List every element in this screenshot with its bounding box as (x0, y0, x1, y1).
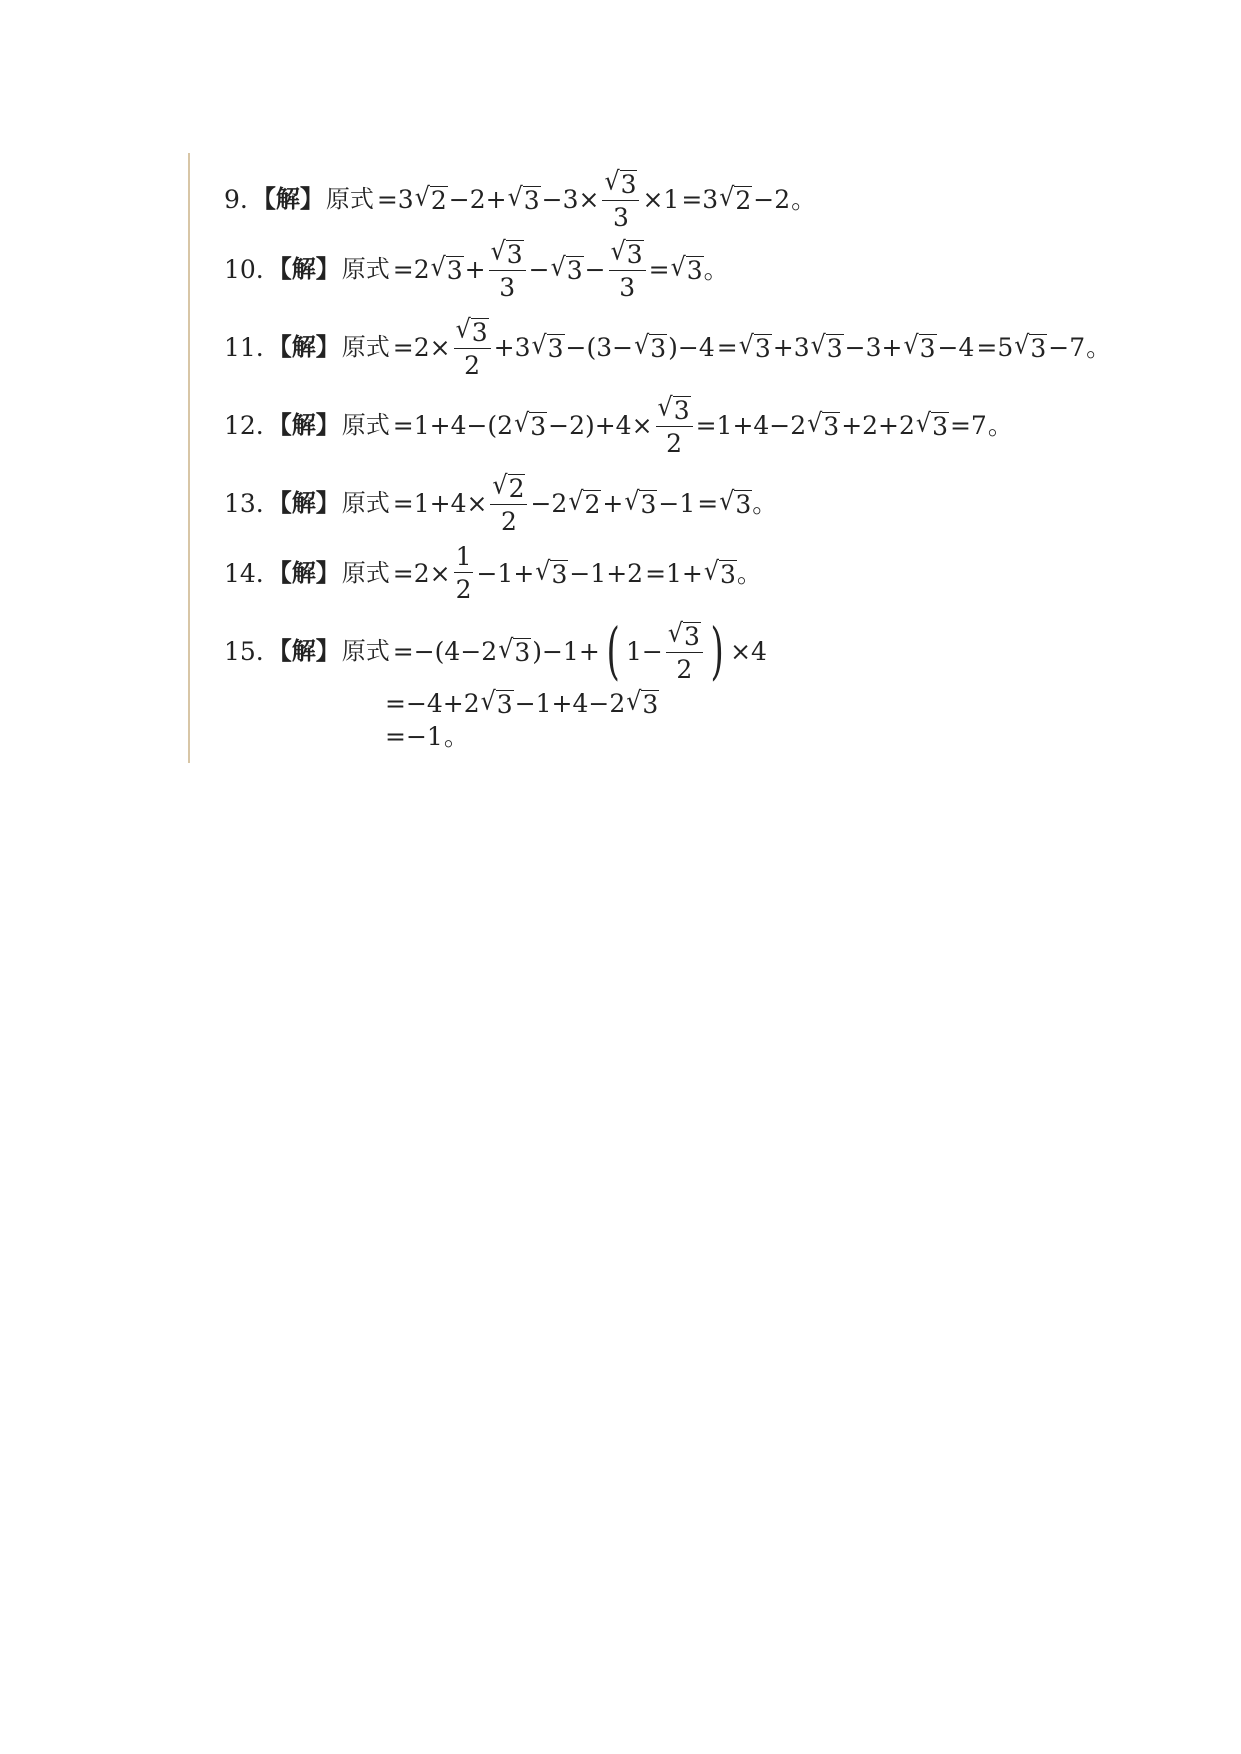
lead-text: 原式 (341, 637, 390, 665)
radical-sign: √ (604, 165, 620, 196)
radical-sign: √ (915, 407, 932, 438)
radicand: 3 (514, 637, 531, 667)
expr-text: −2)+4× (548, 410, 653, 440)
period-mark: 。 (1086, 332, 1112, 362)
sqrt-term (498, 633, 531, 667)
problem-number: 11. (224, 332, 264, 362)
sqrt-term (703, 555, 737, 589)
sqrt-term (634, 329, 667, 363)
radical-sign: √ (480, 685, 496, 716)
radical-sign: √ (624, 485, 640, 516)
radical-sign: √ (626, 685, 642, 716)
answer-tag: 【解】 (267, 637, 340, 665)
denominator: 2 (676, 655, 693, 684)
radical-sign: √ (492, 469, 508, 500)
period-mark: 。 (987, 410, 1013, 440)
fraction (666, 617, 703, 684)
numerator (489, 235, 526, 271)
radicand: 3 (626, 240, 643, 269)
radicand: 3 (496, 690, 513, 719)
fraction (454, 544, 474, 602)
expr-text: +2+2 (841, 410, 915, 440)
denominator: 3 (619, 273, 636, 302)
expr-text: )−4 (668, 332, 715, 362)
numerator (656, 391, 693, 427)
radicand: 3 (823, 411, 840, 441)
expr-text: + (464, 254, 486, 284)
expr-text: =3 (376, 184, 414, 214)
sqrt-term (719, 485, 752, 519)
answer-tag: 【解】 (267, 411, 340, 439)
solution-9 (224, 165, 817, 232)
expr-text: −4 (937, 332, 975, 362)
answer-tag: 【解】 (267, 255, 340, 283)
right-paren: ) (710, 614, 724, 687)
sqrt-term (480, 685, 514, 719)
problem-number: 9. (224, 184, 248, 214)
numerator (454, 313, 491, 349)
radical-sign: √ (514, 407, 530, 438)
expr-text: −7 (1048, 332, 1086, 362)
expr-text: =−4+2 (385, 689, 480, 718)
left-paren: ( (606, 614, 620, 687)
expr-text: − (584, 254, 606, 284)
problem-number: 13. (224, 488, 264, 518)
radical-sign: √ (550, 251, 566, 282)
lead-text: 原式 (341, 559, 390, 587)
radical-sign: √ (490, 235, 506, 266)
expr-text: −1+2 (569, 558, 644, 588)
numerator (609, 235, 646, 271)
radical-sign: √ (414, 181, 430, 212)
expr-text: )−1+ (532, 636, 600, 666)
solution-12 (224, 391, 1013, 458)
expr-text: −(3− (565, 332, 634, 362)
expr-text: 1− (626, 636, 663, 666)
expr-text: ×4 (730, 636, 767, 666)
expr-text: =1+4−2 (695, 410, 807, 440)
radical-sign: √ (738, 329, 754, 360)
expr-text: =2× (392, 558, 451, 588)
margin-rule (188, 153, 190, 763)
expr-text: −1+ (476, 558, 535, 588)
sqrt-term (414, 181, 448, 215)
expr-text: −1 (658, 488, 696, 518)
radicand: 3 (754, 333, 771, 363)
sqrt-term (490, 235, 524, 269)
period-mark: 。 (443, 722, 469, 751)
sqrt-term (903, 329, 936, 363)
solution-15-line-3 (384, 724, 469, 749)
radical-sign: √ (634, 329, 650, 360)
fraction (489, 235, 526, 302)
answer-tag: 【解】 (267, 559, 340, 587)
answer-tag: 【解】 (267, 489, 340, 517)
answer-tag: 【解】 (251, 185, 324, 213)
radical-sign: √ (507, 181, 523, 212)
period-mark: 。 (791, 184, 817, 214)
denominator: 2 (500, 507, 517, 536)
radicand: 3 (530, 411, 547, 441)
radical-sign: √ (498, 633, 514, 664)
radicand: 3 (720, 559, 736, 589)
answer-tag: 【解】 (267, 333, 340, 361)
denominator: 3 (613, 203, 629, 232)
radicand: 3 (673, 396, 690, 425)
radicand: 3 (642, 690, 659, 719)
period-mark: 。 (752, 488, 778, 518)
expr-text: =2 (392, 254, 430, 284)
sqrt-term (667, 617, 701, 651)
sqrt-term (1014, 329, 1047, 363)
denominator: 2 (464, 351, 481, 380)
radicand: 3 (523, 185, 540, 215)
expr-text: =−1 (385, 722, 443, 751)
radicand: 3 (826, 333, 843, 363)
denominator: 2 (666, 429, 683, 458)
fraction (454, 313, 491, 380)
radical-sign: √ (903, 329, 919, 360)
sqrt-term (604, 165, 637, 199)
radical-sign: √ (807, 407, 823, 438)
lead-text: 原式 (341, 489, 390, 517)
expr-text: − (528, 254, 550, 284)
expr-text: −2+ (448, 184, 507, 214)
sqrt-term (670, 251, 704, 285)
problem-number: 12. (224, 410, 264, 440)
solution-13 (224, 469, 778, 536)
sqrt-term (514, 407, 547, 441)
radicand: 2 (508, 474, 525, 503)
radicand: 3 (686, 255, 703, 285)
sqrt-term (455, 313, 489, 347)
denominator: 3 (499, 273, 516, 302)
expr-text: ×1 (642, 184, 680, 214)
expr-text: −2 (753, 184, 791, 214)
expr-text: −3+ (844, 332, 903, 362)
radical-sign: √ (610, 235, 626, 266)
numerator (666, 617, 703, 653)
radicand: 3 (650, 333, 667, 363)
radical-sign: √ (1014, 329, 1030, 360)
expr-text: =2× (392, 332, 451, 362)
radical-sign: √ (703, 555, 720, 586)
lead-text: 原式 (341, 411, 390, 439)
expr-text: + (602, 488, 624, 518)
sqrt-term (810, 329, 844, 363)
radical-sign: √ (667, 617, 683, 648)
expr-text: =5 (976, 332, 1014, 362)
radical-sign: √ (670, 251, 686, 282)
expr-text: =1+4−(2 (392, 410, 514, 440)
radicand: 3 (735, 489, 752, 519)
sqrt-term (626, 685, 659, 719)
lead-text: 原式 (341, 255, 390, 283)
sqrt-term (531, 329, 564, 363)
radical-sign: √ (810, 329, 826, 360)
radicand: 3 (1030, 333, 1047, 363)
denominator: 2 (455, 575, 472, 604)
problem-number: 10. (224, 254, 264, 284)
radicand: 2 (430, 185, 447, 215)
expr-text: −3× (541, 184, 600, 214)
expr-text: =7 (949, 410, 987, 440)
expr-text: =3 (681, 184, 719, 214)
sqrt-term (807, 407, 840, 441)
sqrt-term (568, 485, 601, 519)
sqrt-term (657, 391, 691, 425)
sqrt-term (550, 251, 584, 285)
radical-sign: √ (430, 251, 446, 282)
period-mark: 。 (703, 254, 729, 284)
solution-10 (224, 235, 729, 302)
fraction (490, 469, 527, 536)
sqrt-term (738, 329, 772, 363)
expr-text: = (648, 254, 670, 284)
expr-text: =1+ (645, 558, 703, 588)
fraction (656, 391, 693, 458)
sqrt-term (610, 235, 644, 269)
expr-text: =−(4−2 (392, 636, 498, 666)
numerator: 1 (455, 542, 472, 571)
radicand: 3 (620, 170, 637, 199)
expr-text: −1+4−2 (514, 689, 626, 718)
sqrt-term (624, 485, 657, 519)
radicand: 3 (640, 489, 657, 519)
radicand: 3 (684, 622, 700, 651)
expr-text: −2 (530, 488, 568, 518)
solution-15 (224, 614, 768, 687)
radicand: 3 (506, 240, 523, 269)
radical-sign: √ (719, 181, 735, 212)
expr-text: = (716, 332, 738, 362)
radical-sign: √ (535, 555, 551, 586)
radicand: 2 (735, 185, 752, 215)
numerator (602, 165, 639, 201)
sqrt-term (492, 469, 525, 503)
radical-sign: √ (657, 391, 673, 422)
radicand: 2 (584, 489, 601, 519)
radicand: 3 (919, 333, 936, 363)
expr-text: +3 (772, 332, 810, 362)
lead-text: 原式 (325, 185, 374, 213)
radicand: 3 (471, 318, 488, 347)
sqrt-term (915, 407, 949, 441)
radicand: 3 (566, 255, 583, 285)
expr-text: +3 (493, 332, 531, 362)
sqrt-term (507, 181, 541, 215)
sqrt-term (719, 181, 752, 215)
problem-number: 15. (224, 636, 264, 666)
radical-sign: √ (568, 485, 584, 516)
solution-11 (224, 313, 1112, 380)
fraction (602, 165, 639, 232)
fraction (609, 235, 646, 302)
radicand: 3 (547, 333, 564, 363)
expr-text: =1+4× (392, 488, 488, 518)
sqrt-term (430, 251, 464, 285)
problem-number: 14. (224, 558, 264, 588)
solution-14 (224, 544, 762, 602)
period-mark: 。 (736, 558, 762, 588)
radicand: 3 (551, 559, 568, 589)
radicand: 3 (932, 411, 948, 441)
sqrt-term (535, 555, 568, 589)
radical-sign: √ (455, 313, 471, 344)
radicand: 3 (446, 255, 463, 285)
numerator (490, 469, 527, 505)
lead-text: 原式 (341, 333, 390, 361)
radical-sign: √ (719, 485, 735, 516)
radical-sign: √ (531, 329, 547, 360)
expr-text: = (697, 488, 719, 518)
solution-15-line-2 (384, 685, 659, 719)
